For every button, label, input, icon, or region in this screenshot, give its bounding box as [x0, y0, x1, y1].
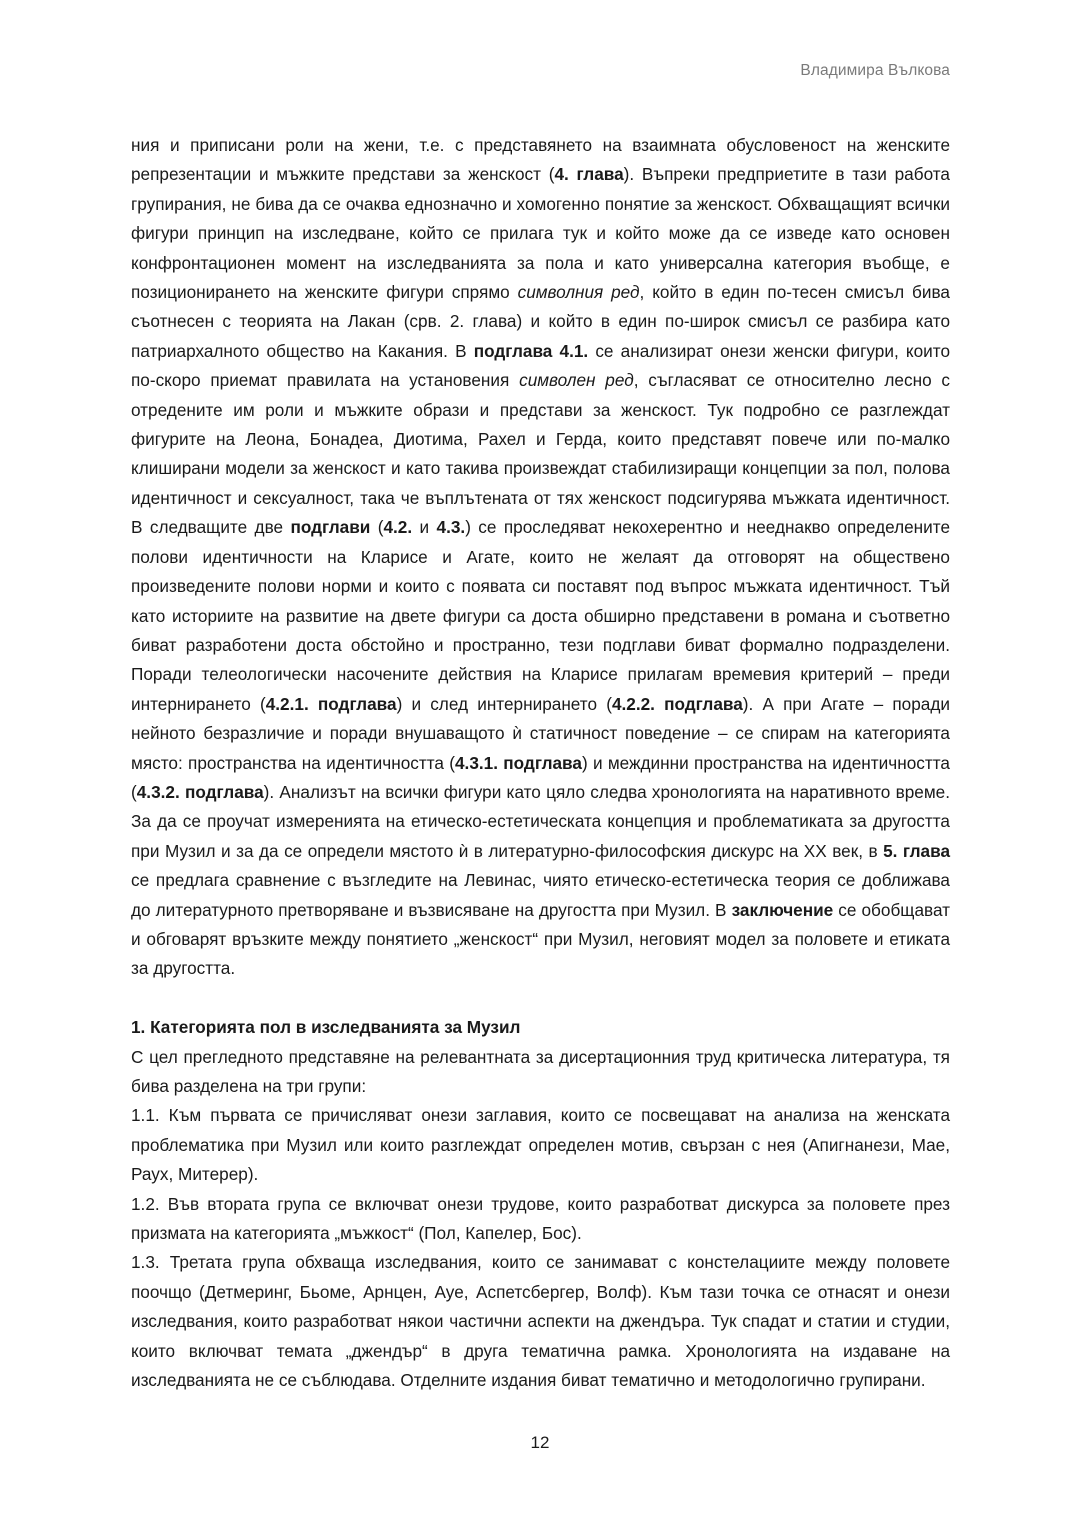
italic-term-symbolic-order: символен ред	[519, 370, 634, 391]
text-run: , който в един по-тесен смисъл бива съотнесен с теорията на Лакан (срв. 2. глава) и който в един по-широк смисъл се разбира като патриархалното общество на Какания. В	[131, 282, 950, 361]
text-run: (	[370, 517, 384, 538]
text-run: ). А при Агате – поради нейното безразличие и поради внушаващото ѝ статичност поведение – се спирам на категорията място: пространства на идентичността (	[131, 693, 950, 773]
bold-ref-4-2-1: 4.2.1. подглава	[265, 693, 397, 714]
text-run: се анализират онези женски фигури, които по-скоро приемат правилата на установения	[131, 340, 950, 391]
text-run: и	[412, 517, 437, 538]
page-body	[131, 131, 950, 1395]
text-run: ) се проследяват некохерентно и нееднакво определените полови идентичности на Кларисе и Агате, които не желаят да отговорят на обществено произведените полови норми и които с появата си поставят под въпрос мъжката идентичност. Тъй като историите на развитие на двете фигури са доста обширно представени в романа и съответно биват разработени доста обстойно и пространно, тези подглави биват формално подразделени. Поради телеологически насочените действия на Кларисе прилагам времевия критерий – преди интернирането (	[131, 517, 951, 714]
section-intro-paragraph: С цел прегледното представяне на релевантната за дисертационния труд критическа литература, тя бива разделена на три групи:	[131, 1046, 950, 1096]
text-run: ). Анализът на всички фигури като цяло следва хронологията на наративното време. За да се проучат измеренията на етическо-естетическата концепция и проблематиката за другостта при Музил и за да се определи мястото ѝ в литературно-философския дискурс на XX век, в	[131, 781, 950, 861]
list-item-1-1: 1.1. Към първата се причисляват онези заглавия, които се посвещават на анализа на женската проблематика при Музил или които разглеждат определен мотив, свързан с нея (Апигнанези, Мае, Раух, Митерер).	[131, 1105, 950, 1185]
text-run: се предлага сравнение с възгледите на Левинас, чиято етическо-естетическа теория се доближава до литературното претворяване и възвисяване на другостта при Музил. В	[131, 870, 950, 920]
text-run: , съгласяват се относително лесно с отредените им роли и мъжките образи и представи за женскост. Тук подробно се разглеждат фигурите на Леона, Бонадеа, Диотима, Рахел и Герда, които представят повече или по-малко клиширани модели за женскост и като такива произвеждат стабилизиращи концепции за пол, полова идентичност и сексуалност, така че въплътената от тях женскост подсигурява мъжката идентичност. В следващите две	[131, 370, 950, 538]
bold-ref-chapter-4: 4. глава	[554, 164, 624, 185]
text-run: се обобщават и обговарят връзките между понятието „женскост“ при Музил, неговият модел за половете и етиката за другостта.	[131, 899, 950, 979]
bold-ref-4-2-2: 4.2.2. подглава	[611, 693, 743, 714]
bold-ref-4-3-2: 4.3.2. подглава	[136, 781, 264, 802]
text-run: ) и междинни пространства на идентичността (	[131, 752, 950, 802]
bold-ref-4-2: 4.2.	[383, 517, 413, 538]
bold-ref-4-3-1: 4.3.1. подглава	[454, 752, 582, 773]
text-run: ) и след интернирането (	[396, 693, 612, 714]
bold-ref-chapter-5: 5. глава	[883, 840, 951, 861]
list-item-1-3: 1.3. Третата група обхваща изследвания, които се занимават с констелациите между половете поочщо (Детмеринг, Бьоме, Арнцен, Ауе, Аспетсбергер, Волф). Към тази точка се отнасят и онези изследвания, които разработват някои частични аспекти на джендъра. Тук спадат и статии и студии, които включват темата „джендър“ в друга тематична рамка. Хронологията на издаване на изследванията не се съблюдава. Отделните издания биват тематично и методологично групирани.	[131, 1252, 950, 1391]
bold-ref-subchapters: подглави	[290, 517, 371, 538]
text-run: ). Въпреки предприетите в тази работа групирания, не бива да се очаква еднозначно и хомогенно понятие за женскост. Обхващащият всички фигури принцип на изследване, който се прилага тук и който може да се изведе като основен конфронтационен момент на изследванията за пола и като универсална категория въобще, е позиционирането на женските фигури спрямо	[131, 164, 950, 303]
bold-ref-conclusion: заключение	[731, 899, 834, 920]
text-run: ния и приписани роли на жени, т.е. с представянето на взаимната обусловеност на женските репрезентации и мъжките представи за женскост (	[131, 135, 950, 185]
italic-term-symbolic-order: символния ред	[517, 282, 640, 303]
page-number: 12	[530, 1433, 550, 1452]
bold-ref-4-3: 4.3.	[436, 517, 466, 538]
bold-ref-subchapter-4-1: подглава 4.1.	[473, 340, 589, 361]
running-header-author: Владимира Вълкова	[800, 62, 950, 79]
section-heading: 1. Категорията пол в изследванията за Музил	[131, 1017, 521, 1038]
list-item-1-2: 1.2. Във втората група се включват онези трудове, които разработват дискурса за половете през призмата на категорията „мъжкост“ (Пол, Капелер, Бос).	[131, 1193, 950, 1244]
intro-paragraph	[131, 131, 950, 984]
